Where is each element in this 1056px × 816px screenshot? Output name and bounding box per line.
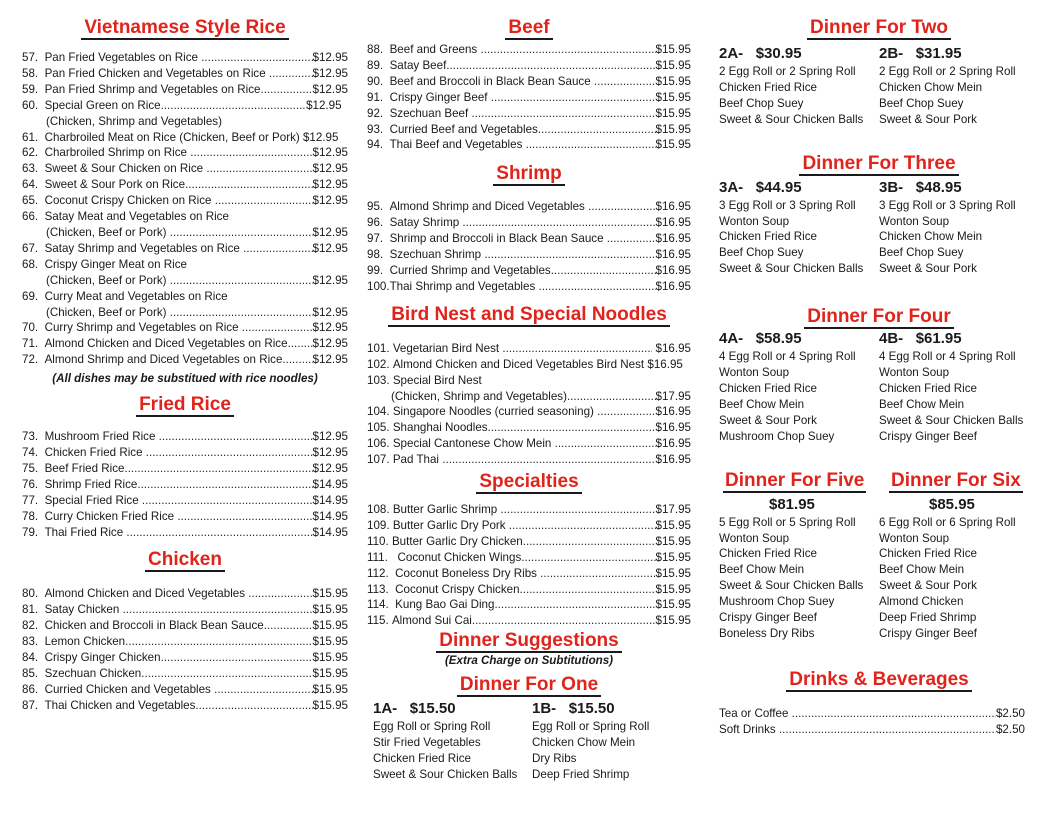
menu-item: 87. Thai Chicken and Vegetables ..... $15.95 <box>22 698 348 714</box>
menu-item: 71. Almond Chicken and Diced Vegetables on Rice ..... $12.95 <box>22 336 348 352</box>
menu-item: 94. Thai Beef and Vegetables ..... $15.95 <box>367 137 691 153</box>
menu-item: 63. Sweet & Sour Chicken on Rice ..... $12.95 <box>22 161 348 177</box>
menu-item: 105. Shanghai Noodles ..... $16.95 <box>367 420 691 436</box>
menu-item: 104. Singapore Noodles (curried seasoning) ..... $16.95 <box>367 404 691 420</box>
combo-line: Wonton Soup <box>719 366 790 380</box>
menu-item: 72. Almond Shrimp and Diced Vegetables on Rice ..... $12.95 <box>22 352 348 368</box>
combo-line: Sweet & Sour Pork <box>879 579 977 593</box>
vietnamese-rice-list <box>22 50 348 368</box>
combo-line: Chicken Fried Rice <box>719 547 817 561</box>
menu-item: 114. Kung Bao Gai Ding ..... $15.95 <box>367 597 691 613</box>
section-title-beef: Beef <box>367 16 691 40</box>
combo-line: Chicken Chow Mein <box>532 736 636 750</box>
menu-item: 75. Beef Fried Rice ..... $12.95 <box>22 461 348 477</box>
combo-line: Deep Fried Shrimp <box>532 768 630 781</box>
menu-item: 110. Butter Garlic Dry Chicken ..... $15.95 <box>367 534 691 550</box>
combo-line: Egg Roll or Spring Roll <box>532 720 650 734</box>
menu-item: 98. Szechuan Shrimp ..... $16.95 <box>367 247 691 263</box>
combo-line: Chicken Fried Rice <box>879 381 977 395</box>
menu-item: 66. Satay Meat and Vegetables on Rice <box>22 210 229 224</box>
combo-4b <box>879 329 1039 444</box>
combo-line: Wonton Soup <box>719 531 790 545</box>
section-title-vietnamese-rice: Vietnamese Style Rice <box>22 16 348 40</box>
menu-item: 77. Special Fried Rice ..... $14.95 <box>22 493 348 509</box>
combo-line: Beef Chop Suey <box>879 96 964 110</box>
menu-item: 88. Beef and Greens ..... $15.95 <box>367 42 691 58</box>
menu-column-right <box>719 16 1039 738</box>
menu-item: 86. Curried Chicken and Vegetables ..... $15.95 <box>22 682 348 698</box>
menu-item: 113. Coconut Crispy Chicken ..... $15.95 <box>367 582 691 598</box>
menu-item: 102. Almond Chicken and Diced Vegetables Bird Nest $16.95 <box>367 357 683 371</box>
menu-item: 59. Pan Fried Shrimp and Vegetables on Rice ..... $12.95 <box>22 82 348 98</box>
menu-item: 83. Lemon Chicken ..... $15.95 <box>22 634 348 650</box>
combo-line: 6 Egg Roll or 6 Spring Roll <box>879 515 1016 529</box>
combo-line: 2 Egg Roll or 2 Spring Roll <box>879 65 1016 78</box>
dinner-three-combos <box>719 178 1039 278</box>
combo-line: Wonton Soup <box>879 366 950 380</box>
combo-4a <box>719 329 879 444</box>
menu-item: 78. Curry Chicken Fried Rice ..... $14.95 <box>22 509 348 525</box>
combo-1a <box>373 699 532 783</box>
combo-line: Chicken Fried Rice <box>879 547 977 561</box>
menu-item-description: (Chicken, Shrimp and Vegetables) <box>46 114 222 128</box>
combo-2a <box>719 44 879 128</box>
section-title-dinner-five: Dinner For Five <box>725 469 865 491</box>
menu-item: 96. Satay Shrimp ..... $16.95 <box>367 215 691 231</box>
combo-header: 1B- $15.50 <box>532 700 615 718</box>
combo-line: Chicken Fried Rice <box>373 752 471 766</box>
menu-item: 99. Curried Shrimp and Vegetables ..... $16.95 <box>367 263 691 279</box>
combo-header: 1A- $15.50 <box>373 700 456 718</box>
combo-3b <box>879 178 1039 278</box>
section-title-dinner-one: Dinner For One <box>367 673 691 697</box>
combo-line: 3 Egg Roll or 3 Spring Roll <box>719 198 856 212</box>
combo-header: 3A- $44.95 <box>719 178 802 196</box>
drinks-list <box>719 706 1025 738</box>
combo-line: Beef Chow Mein <box>879 563 965 577</box>
combo-2b <box>879 44 1039 128</box>
combo-line: Almond Chicken <box>879 595 964 609</box>
menu-item: 82. Chicken and Broccoli in Black Bean Sauce ..... $15.95 <box>22 618 348 634</box>
menu-item: 84. Crispy Ginger Chicken ..... $15.95 <box>22 650 348 666</box>
menu-item: 61. Charbroiled Meat on Rice (Chicken, Beef or Pork) $12.95 <box>22 130 339 144</box>
menu-item: 97. Shrimp and Broccoli in Black Bean Sauce ..... $16.95 <box>367 231 691 247</box>
combo-line: 5 Egg Roll or 5 Spring Roll <box>719 515 856 529</box>
menu-item: 81. Satay Chicken ..... $15.95 <box>22 602 348 618</box>
combo-line: Chicken Chow Mein <box>879 230 983 244</box>
combo-line: Sweet & Sour Chicken Balls <box>719 579 864 593</box>
menu-item: 107. Pad Thai ..... $16.95 <box>367 452 691 468</box>
combo-header: 4B- $61.95 <box>879 330 962 348</box>
combo-line: Crispy Ginger Beef <box>879 626 977 640</box>
combo-line: 4 Egg Roll or 4 Spring Roll <box>879 350 1016 364</box>
section-title-specialties: Specialties <box>367 470 691 494</box>
combo-line: 4 Egg Roll or 4 Spring Roll <box>719 350 856 364</box>
combo-line: Wonton Soup <box>879 531 950 545</box>
combo-line: Egg Roll or Spring Roll <box>373 720 491 734</box>
combo-line: Beef Chop Suey <box>719 246 804 260</box>
combo-line: Chicken Fried Rice <box>719 230 817 244</box>
combo-line: Boneless Dry Ribs <box>719 626 815 640</box>
combo-line: Crispy Ginger Beef <box>719 611 817 625</box>
section-title-noodles: Bird Nest and Special Noodles <box>367 303 691 327</box>
section-title-drinks: Drinks & Beverages <box>719 668 1039 692</box>
combo-line: Beef Chow Mein <box>879 397 965 411</box>
menu-item: 100. Thai Shrimp and Vegetables ..... $16.95 <box>367 279 691 295</box>
dinner-suggestions-note: (Extra Charge on Subtitutions) <box>444 654 614 668</box>
noodles-list <box>367 341 691 468</box>
combo-dinner-six <box>879 469 1039 642</box>
section-title-dinner-four: Dinner For Four <box>719 305 1039 329</box>
menu-item: 90. Beef and Broccoli in Black Bean Sauce ..... $15.95 <box>367 74 691 90</box>
section-title-dinner-suggestions: Dinner Suggestions <box>367 629 691 653</box>
combo-line: Sweet & Sour Chicken Balls <box>373 768 518 781</box>
menu-item: Tea or Coffee ..... $2.50 <box>719 706 1025 722</box>
combo-line: Chicken Fried Rice <box>719 80 817 94</box>
combo-header: $85.95 <box>929 495 975 513</box>
menu-item: 58. Pan Fried Chicken and Vegetables on Rice ..... $12.95 <box>22 66 348 82</box>
menu-item: 62. Charbroiled Shrimp on Rice ..... $12.95 <box>22 145 348 161</box>
combo-header: 2B- $31.95 <box>879 45 962 62</box>
specialties-list <box>367 502 691 629</box>
menu-item: 76. Shrimp Fried Rice ..... $14.95 <box>22 477 348 493</box>
combo-header: $81.95 <box>769 495 815 513</box>
menu-item-description: (Chicken, Beef or Pork) ..... $12.95 <box>22 273 348 289</box>
menu-item: 109. Butter Garlic Dry Pork ..... $15.95 <box>367 518 691 534</box>
menu-item: 91. Crispy Ginger Beef ..... $15.95 <box>367 90 691 106</box>
menu-item-description: (Chicken, Shrimp and Vegetables) ..... $17.95 <box>367 389 691 405</box>
menu-item: 112. Coconut Boneless Dry Ribs ..... $15.95 <box>367 566 691 582</box>
combo-line: Chicken Chow Mein <box>879 80 983 94</box>
combo-line: Deep Fried Shrimp <box>879 611 977 625</box>
menu-item: 70. Curry Shrimp and Vegetables on Rice ..... $12.95 <box>22 320 348 336</box>
combo-line: Beef Chop Suey <box>879 246 964 260</box>
fried-rice-list <box>22 429 348 540</box>
combo-header: 4A- $58.95 <box>719 330 802 348</box>
menu-item: 74. Chicken Fried Rice ..... $12.95 <box>22 445 348 461</box>
beef-list <box>367 42 691 153</box>
menu-item: 65. Coconut Crispy Chicken on Rice ..... $12.95 <box>22 193 348 209</box>
menu-item: 80. Almond Chicken and Diced Vegetables ..... $15.95 <box>22 586 348 602</box>
menu-column-left <box>22 16 348 714</box>
combo-line: Sweet & Sour Chicken Balls <box>879 413 1024 427</box>
dinner-five-six <box>719 469 1039 642</box>
dinner-two-combos <box>719 44 1039 128</box>
combo-line: Sweet & Sour Pork <box>879 112 977 126</box>
section-title-shrimp: Shrimp <box>367 162 691 186</box>
combo-header: 2A- $30.95 <box>719 45 802 62</box>
menu-item: 69. Curry Meat and Vegetables on Rice <box>22 289 228 303</box>
menu-item: 68. Crispy Ginger Meat on Rice <box>22 257 187 271</box>
combo-line: Wonton Soup <box>879 214 950 228</box>
combo-1b <box>532 699 691 783</box>
section-title-dinner-three: Dinner For Three <box>719 152 1039 176</box>
combo-line: Stir Fried Vegetables <box>373 736 481 750</box>
combo-line: Beef Chow Mein <box>719 563 805 577</box>
menu-item: 60. Special Green on Rice ..... $12.95 <box>22 98 348 114</box>
dinner-one-combos <box>367 699 691 783</box>
shrimp-list <box>367 199 691 294</box>
menu-item: 103. Special Bird Nest <box>367 373 482 387</box>
combo-3a <box>719 178 879 278</box>
menu-item: 101. Vegetarian Bird Nest ..... $16.95 <box>367 341 691 357</box>
menu-item: 67. Satay Shrimp and Vegetables on Rice ..... $12.95 <box>22 241 348 257</box>
section-title-dinner-six: Dinner For Six <box>891 469 1021 491</box>
combo-line: Beef Chow Mein <box>719 397 805 411</box>
menu-item: 95. Almond Shrimp and Diced Vegetables ..... $16.95 <box>367 199 691 215</box>
menu-item: 85. Szechuan Chicken ..... $15.95 <box>22 666 348 682</box>
section-title-chicken: Chicken <box>22 548 348 572</box>
menu-item: 57. Pan Fried Vegetables on Rice ..... $12.95 <box>22 50 348 66</box>
menu-item: 64. Sweet & Sour Pork on Rice ..... $12.95 <box>22 177 348 193</box>
combo-line: Sweet & Sour Pork <box>879 262 977 276</box>
menu-item: 89. Satay Beef ..... $15.95 <box>367 58 691 74</box>
combo-line: 2 Egg Roll or 2 Spring Roll <box>719 65 856 78</box>
menu-item: Soft Drinks ..... $2.50 <box>719 722 1025 738</box>
dinner-four-combos <box>719 329 1039 444</box>
menu-item: 92. Szechuan Beef ..... $15.95 <box>367 106 691 122</box>
menu-item: 73. Mushroom Fried Rice ..... $12.95 <box>22 429 348 445</box>
menu-item: 79. Thai Fried Rice ..... $14.95 <box>22 525 348 541</box>
rice-noodle-note: (All dishes may be substitued with rice noodles) <box>52 372 318 386</box>
chicken-list <box>22 586 348 713</box>
section-title-dinner-two: Dinner For Two <box>719 16 1039 40</box>
menu-column-middle <box>367 16 691 783</box>
combo-line: Mushroom Chop Suey <box>719 595 835 609</box>
combo-dinner-five <box>719 469 879 642</box>
combo-line: Chicken Fried Rice <box>719 381 817 395</box>
menu-item: 111. Coconut Chicken Wings ..... $15.95 <box>367 550 691 566</box>
combo-line: Dry Ribs <box>532 752 577 766</box>
combo-line: Sweet & Sour Pork <box>719 413 817 427</box>
combo-line: Wonton Soup <box>719 214 790 228</box>
menu-item: 108. Butter Garlic Shrimp ..... $17.95 <box>367 502 691 518</box>
combo-line: Beef Chop Suey <box>719 96 804 110</box>
menu-item: 93. Curried Beef and Vegetables ..... $15.95 <box>367 122 691 138</box>
combo-line: Crispy Ginger Beef <box>879 429 977 443</box>
combo-line: Mushroom Chop Suey <box>719 429 835 443</box>
combo-line: 3 Egg Roll or 3 Spring Roll <box>879 198 1016 212</box>
combo-line: Sweet & Sour Chicken Balls <box>719 112 864 126</box>
menu-item-description: (Chicken, Beef or Pork) ..... $12.95 <box>22 305 348 321</box>
combo-header: 3B- $48.95 <box>879 178 962 196</box>
combo-line: Sweet & Sour Chicken Balls <box>719 262 864 276</box>
menu-item-description: (Chicken, Beef or Pork) ..... $12.95 <box>22 225 348 241</box>
section-title-fried-rice: Fried Rice <box>22 393 348 417</box>
menu-item: 115. Almond Sui Cai ..... $15.95 <box>367 613 691 629</box>
menu-item: 106. Special Cantonese Chow Mein ..... $16.95 <box>367 436 691 452</box>
